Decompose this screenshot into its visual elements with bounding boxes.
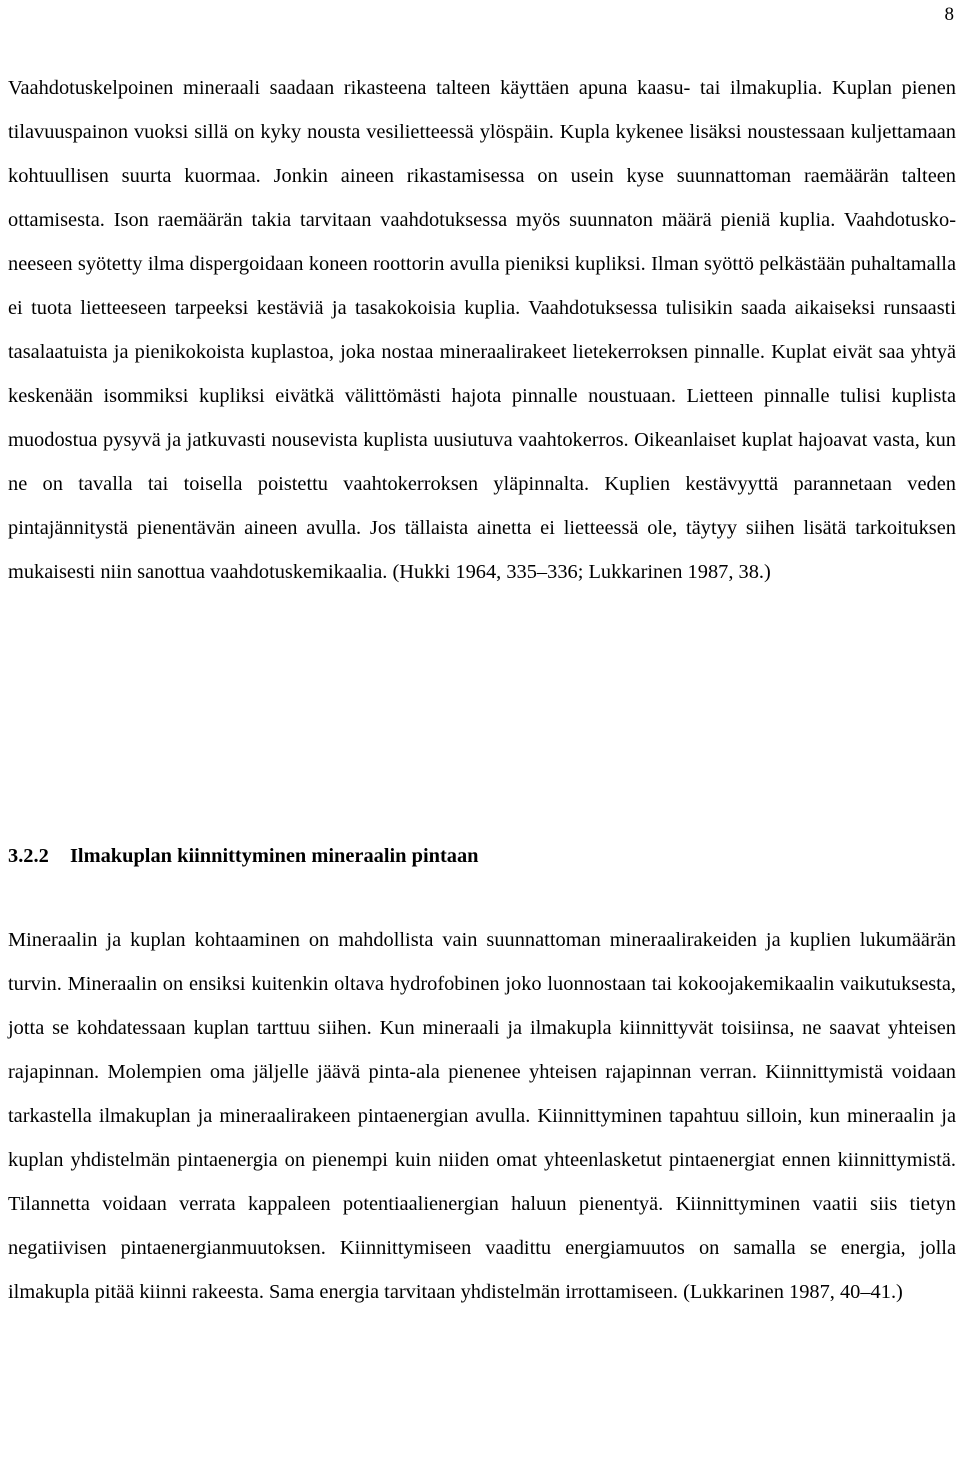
section-number: 3.2.2 (8, 845, 49, 867)
body-paragraph-1: Vaahdotuskelpoinen mineraali saadaan rikasteena talteen käyttäen apuna kaasu- tai ilmakuplia. Kuplan pienen tilavuuspainon vuoksi sillä on kyky nousta vesilietteessä ylöspäin. Kupla kykenee lisäksi noustessaan kuljettamaan kohtuullisen suurta kuormaa. Jonkin aineen rikastamisessa on usein kyse suunnattoman raemäärän talteen ottamisesta. Ison raemäärän takia tarvitaan vaahdotuksessa myös suunnaton määrä pieniä kuplia. Vaahdotuskoneeseen syötetty ilma dispergoidaan koneen roottorin avulla pieniksi kupliksi. Ilman syöttö pelkästään puhaltamalla ei tuota lietteeseen tarpeeksi kestäviä ja tasakokoisia kuplia. Vaahdotuksessa tulisikin saada aikaiseksi runsaasti tasalaatuista ja pienikokoista kuplastoa, joka nostaa mineraalirakeet lietekerroksen pinnalle. Kuplat eivät saa yhtyä keskenään isommiksi kupliksi eivätkä välittömästi hajota pinnalle noustuaan. Lietteen pinnalle tulisi kuplista muodostua pysyvä ja jatkuvasti nousevista kuplista uusiutuva vaahtokerros. Oikeanlaiset kuplat hajoavat vasta, kun ne on tavalla tai toisella poistettu vaahtokerroksen yläpinnalta. Kuplien kestävyyttä parannetaan veden pintajännitystä pienentävän aineen avulla. Jos tällaista ainetta ei lietteessä ole, täytyy siihen lisätä tarkoituksen mukaisesti niin sanottua vaahdotuskemikaalia. (Hukki 1964, 335–336; Lukkarinen 1987, 38.) (8, 77, 956, 583)
page-number: 8 (944, 4, 954, 25)
body-paragraph-2: Mineraalin ja kuplan kohtaaminen on mahdollista vain suunnattoman mineraalirakeiden ja kuplien lukumäärän turvin. Mineraalin on ensiksi kuitenkin oltava hydrofobinen joko luonnostaan tai kokoojakemikaalin vaikutuksesta, jotta se kohdatessaan kuplan tarttuu siihen. Kun mineraali ja ilmakupla kiinnittyvät toisiinsa, ne saavat yhteisen rajapinnan. Molempien oma jäljelle jäävä pinta-ala pienenee yhteisen rajapinnan verran. Kiinnittymistä voidaan tarkastella ilmakuplan ja mineraalirakeen pintaenergian avulla. Kiinnittyminen tapahtuu silloin, kun mineraalin ja kuplan yhdistelmän pintaenergia on pienempi kuin niiden omat yhteenlasketut pintaenergiat ennen kiinnittymistä. Tilannetta voidaan verrata kappaleen potentiaalienergian haluun pienentyä. Kiinnittyminen vaatii siis tietyn negatiivisen pintaenergianmuutoksen. Kiinnittymiseen vaadittu energiamuutos on samalla se energia, jolla ilmakupla pitää kiinni rakeesta. Sama energia tarvitaan yhdistelmän irrottamiseen. (Lukkarinen 1987, 40–41.) (8, 929, 956, 1303)
section-heading (8, 836, 479, 876)
section-title: Ilmakuplan kiinnittyminen mineraalin pintaan (70, 845, 479, 867)
